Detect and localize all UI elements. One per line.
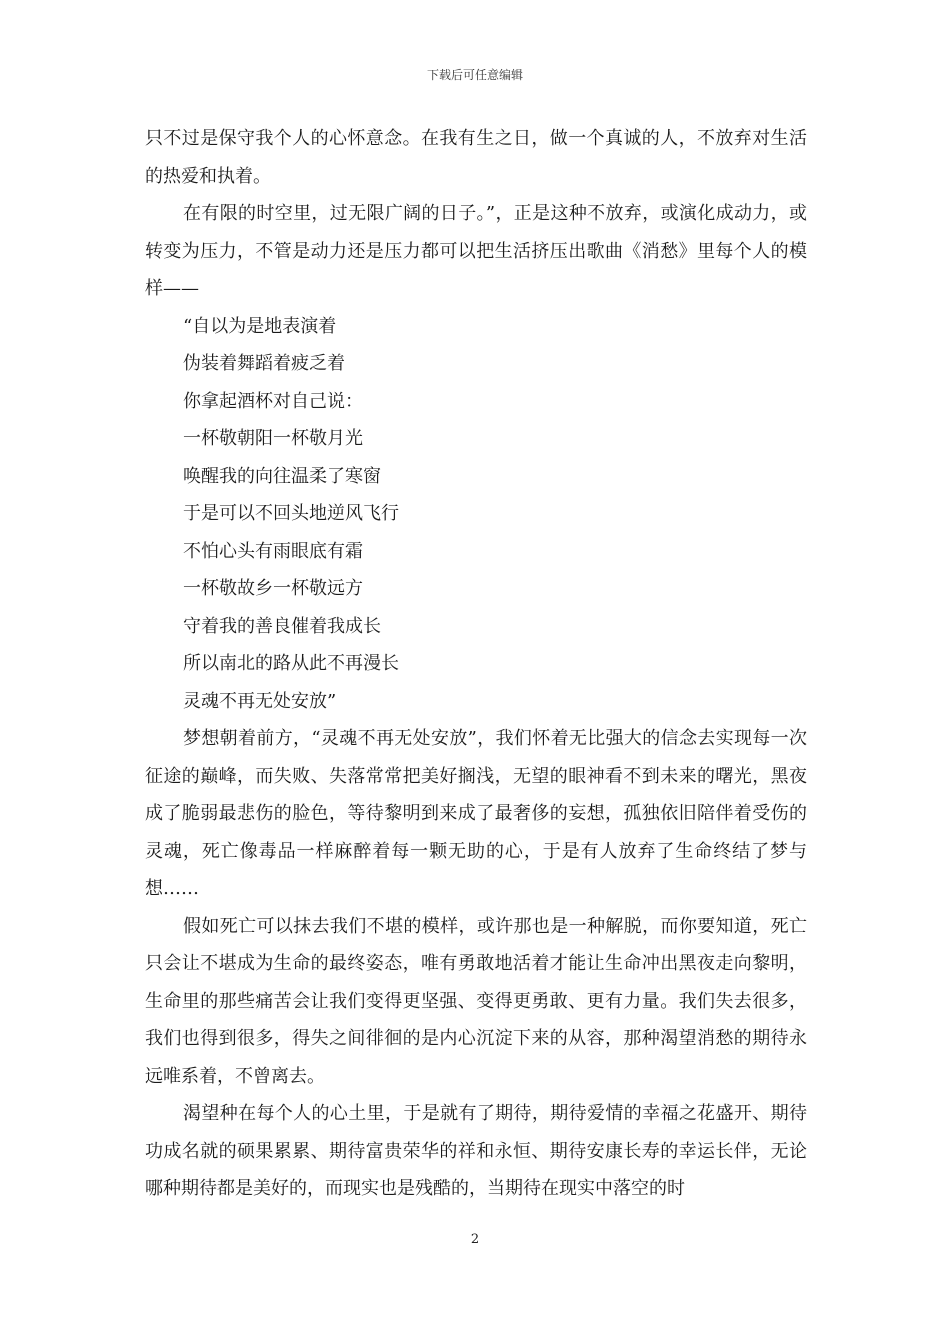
- paragraph-5: 渴望种在每个人的心土里，于是就有了期待，期待爱情的幸福之花盛开、期待功成名就的硕果累累、期待富贵荣华的祥和永恒、期待安康长寿的幸运长伴，无论哪种期待都是美好的，而现实也是残酷的，当期待在现实中落空的时: [145, 1103, 807, 1199]
- paragraph-4: 假如死亡可以抹去我们不堪的模样，或许那也是一种解脱，而你要知道，死亡只会让不堪成为生命的最终姿态，唯有勇敢地活着才能让生命冲出黑夜走向黎明，生命里的那些痛苦会让我们变得更坚强、变得更勇敢、更有力量。我们失去很多，我们也得到很多，得失之间徘徊的是内心沉淀下来的从容，那种渴望消愁的期待永远唯系着，不曾离去。: [145, 915, 807, 1087]
- poem-line: 所以南北的路从此不再漫长: [183, 653, 399, 674]
- poem-line: 于是可以不回头地逆风飞行: [183, 503, 399, 524]
- paragraph-1: 只不过是保守我个人的心怀意念。在我有生之日，做一个真诚的人，不放弃对生活的热爱和执着。: [145, 128, 807, 187]
- poem-line: 守着我的善良催着我成长: [183, 615, 381, 637]
- paragraph-2: 在有限的时空里，过无限广阔的日子。”，正是这种不放弃，或演化成动力，或转变为压力，不管是动力还是压力都可以把生活挤压出歌曲《消愁》里每个人的模样——: [145, 203, 807, 299]
- poem-line: 灵魂不再无处安放”: [183, 690, 337, 712]
- poem-line: 你拿起酒杯对自己说：: [183, 390, 363, 412]
- poem-line: 一杯敬故乡一杯敬远方: [183, 578, 363, 599]
- poem-block: [145, 308, 807, 721]
- page-number: 2: [470, 1232, 480, 1247]
- poem-line: 一杯敬朝阳一杯敬月光: [183, 428, 363, 449]
- poem-line: 伪装着舞蹈着疲乏着: [183, 353, 345, 374]
- document-body: [145, 120, 807, 1208]
- poem-line: 唤醒我的向往温柔了寒窗: [183, 465, 381, 487]
- page-header: 下载后可任意编辑: [426, 68, 523, 82]
- paragraph-3: 梦想朝着前方，“灵魂不再无处安放”，我们怀着无比强大的信念去实现每一次征途的巅峰，而失败、失落常常把美好搁浅，无望的眼神看不到未来的曙光，黑夜成了脆弱最悲伤的脸色，等待黎明到来成了最奢侈的妄想，孤独依旧陪伴着受伤的灵魂，死亡像毒品一样麻醉着每一颗无助的心，于是有人放弃了生命终结了梦与想……: [145, 728, 807, 899]
- poem-line: 不怕心头有雨眼底有霜: [183, 540, 363, 562]
- poem-line: “自以为是地表演着: [183, 315, 337, 337]
